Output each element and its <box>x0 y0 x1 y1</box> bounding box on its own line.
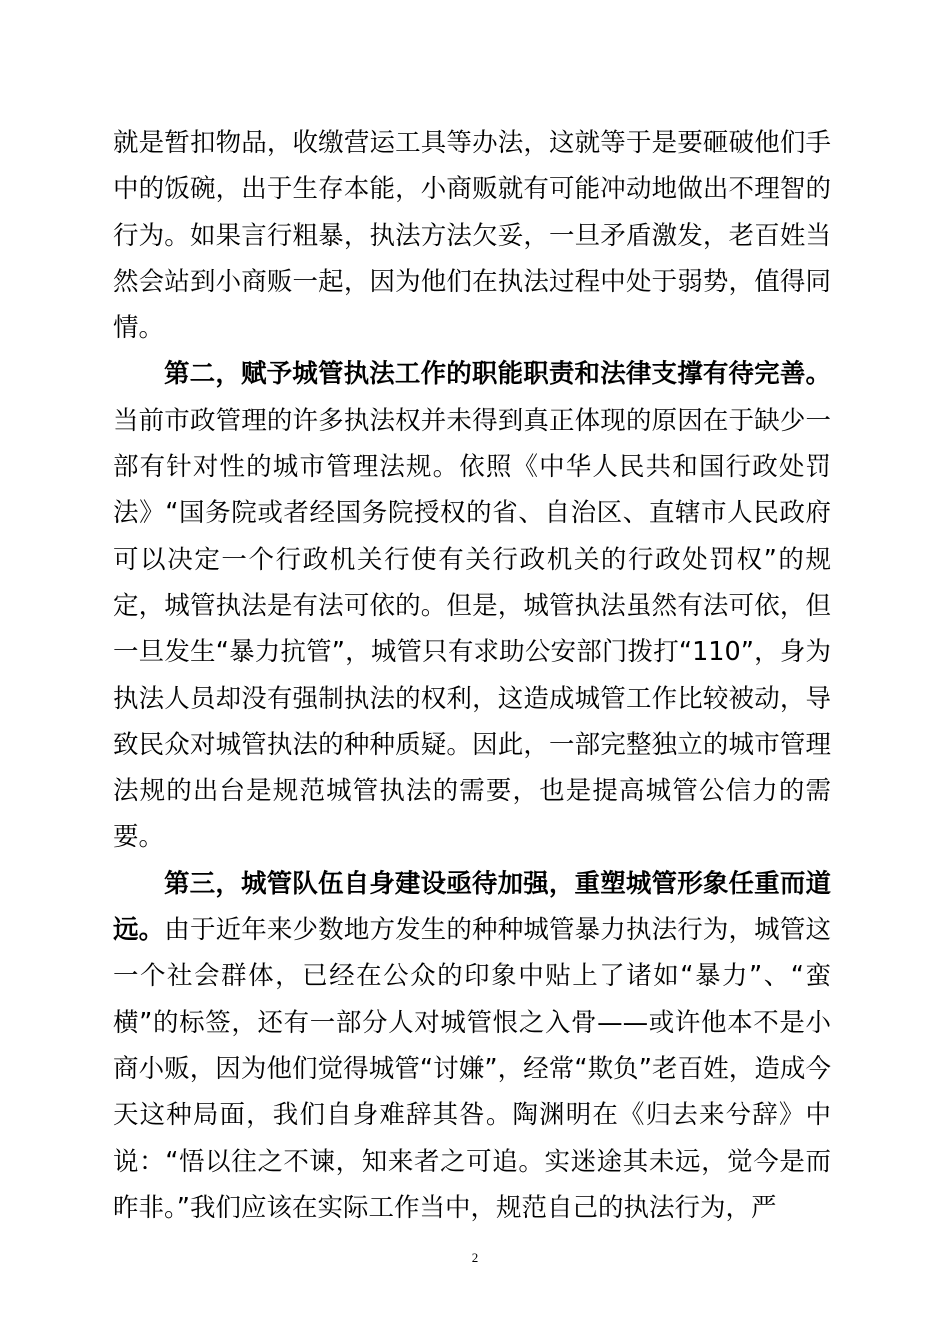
page-number: 2 <box>471 1250 479 1265</box>
document-body <box>113 120 831 1231</box>
paragraph-2 <box>113 351 831 860</box>
paragraph-2-heading: 第二，赋予城管执法工作的职能职责和法律支撑有待完善。 <box>164 359 831 390</box>
paragraph-3-heading: 第三，城管队伍自身建设亟待加强，重塑城管形象任重而道远。 <box>113 868 831 946</box>
paragraph-2-text: 当前市政管理的许多执法权并未得到真正体现的原因在于缺少一部有针对性的城市管理法规。依照《中华人民共和国行政处罚法》“国务院或者经国务院授权的省、自治区、直辖市人民政府可以决定一个行政机关行使有关行政机关的行政处罚权”的规定，城管执法是有法可依的。但是，城管执法虽然有法可依，但一旦发生“暴力抗管”，城管只有求助公安部门拨打“110”，身为执法人员却没有强制执法的权利，这造成城管工作比较被动，导致民众对城管执法的种种质疑。因此，一部完整独立的城市管理法规的出台是规范城管执法的需要，也是提高城管公信力的需要。 <box>113 405 831 853</box>
paragraph-1-text: 就是暂扣物品，收缴营运工具等办法，这就等于是要砸破他们手中的饭碗，出于生存本能，小商贩就有可能冲动地做出不理智的行为。如果言行粗暴，执法方法欠妥，一旦矛盾激发，老百姓当然会站到小商贩一起，因为他们在执法过程中处于弱势，值得同情。 <box>113 128 831 344</box>
paragraph-3 <box>113 861 831 1231</box>
paragraph-3-text: 由于近年来少数地方发生的种种城管暴力执法行为，城管这一个社会群体，已经在公众的印象中贴上了诸如“暴力”、“蛮横”的标签，还有一部分人对城管恨之入骨——或许他本不是小商小贩，因为他们觉得城管“讨嫌”，经常“欺负”老百姓，造成今天这种局面，我们自身难辞其咎。陶渊明在《归去来兮辞》中说：“悟以往之不谏，知来者之可追。实迷途其未远，觉今是而昨非。”我们应该在实际工作当中，规范自己的执法行为，严 <box>113 915 831 1223</box>
paragraph-1 <box>113 120 831 351</box>
